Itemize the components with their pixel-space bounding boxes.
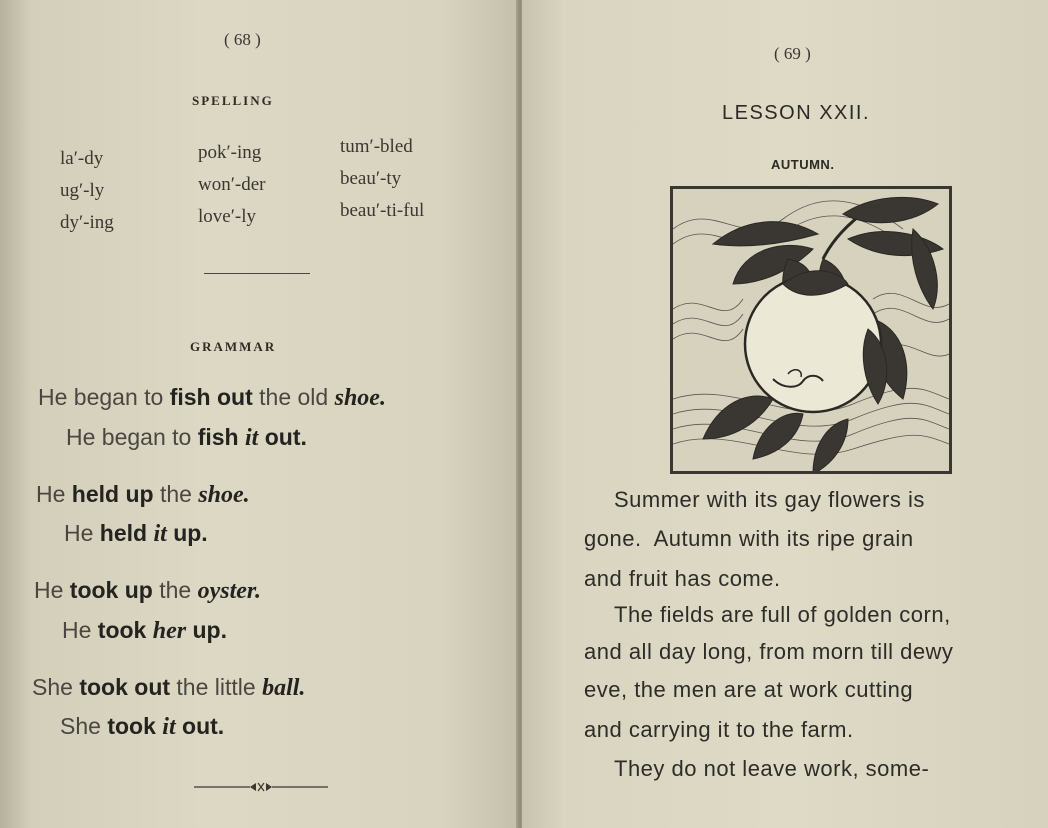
body-text-line: and fruit has come. [584,566,781,591]
grammar-verb: took [97,617,147,643]
grammar-heading: GRAMMAR [190,339,277,354]
grammar-verb: out. [258,424,307,450]
grammar-text: He began to [66,424,198,450]
grammar-verb: fish [197,424,239,450]
spelling-word: won′-der [198,174,266,195]
left-page [0,0,520,828]
section-divider [204,273,310,274]
apple-branch-illustration [670,186,952,474]
grammar-text: He began to [38,384,170,410]
grammar-line [64,520,208,548]
grammar-line [66,424,307,452]
grammar-text: He [64,520,100,546]
grammar-verb: up. [166,520,208,546]
body-text-line: and all day long, from morn till dewy [584,639,954,664]
spelling-heading: SPELLING [192,93,274,108]
grammar-text: the [152,577,198,603]
grammar-line [34,577,261,605]
grammar-line [62,617,227,645]
grammar-text: He [34,577,70,603]
grammar-text: He [36,481,72,507]
grammar-object: ball. [262,675,306,701]
spelling-word: dy′-ing [60,212,114,233]
body-text-line: Summer with its gay flowers is [614,487,925,512]
grammar-verb: took [107,713,156,739]
lesson-subtitle: AUTUMN. [771,157,835,172]
right-page [522,0,1048,828]
page-number: ( 68 ) [224,30,261,49]
spelling-word: tum′-bled [340,136,413,157]
spelling-word: la′-dy [60,148,104,169]
grammar-verb: took up [69,577,153,603]
grammar-text: She [60,713,108,739]
grammar-verb: took out [79,674,171,700]
grammar-verb: up. [186,617,227,643]
grammar-pronoun: it [162,714,176,740]
body-text-line: The fields are full of golden corn, [614,602,951,627]
grammar-text: the little [170,674,263,700]
ornament-rule-icon [192,780,330,794]
lesson-title: LESSON XXII. [722,102,871,124]
grammar-verb: out. [175,713,225,739]
body-text-line: They do not leave work, some- [614,756,930,781]
body-text-line: gone. Autumn with its ripe grain [584,526,914,551]
grammar-verb: held [99,520,148,546]
grammar-object: shoe. [198,482,250,508]
grammar-text: the [153,481,199,507]
page-number: ( 69 ) [774,44,811,63]
spelling-word: love′-ly [198,206,256,227]
grammar-text: He [62,617,98,643]
grammar-verb: fish out [169,384,253,410]
spelling-word: beau′-ti-ful [340,200,425,221]
body-text-line: and carrying it to the farm. [584,717,854,742]
grammar-pronoun: it [153,521,167,547]
grammar-text: the old [252,384,335,410]
spelling-word: beau′-ty [340,168,402,189]
body-text-line: eve, the men are at work cutting [584,677,914,702]
spelling-word: pok′-ing [198,142,262,163]
grammar-line [36,481,250,509]
grammar-line [60,713,224,741]
grammar-line [32,674,305,702]
grammar-object: shoe. [334,385,386,411]
grammar-text: She [32,674,80,700]
grammar-pronoun: it [245,425,259,451]
apple-branch-icon [673,189,949,471]
spelling-word: ug′-ly [60,180,105,201]
grammar-verb: held up [71,481,154,507]
grammar-pronoun: her [152,618,187,644]
grammar-object: oyster. [197,578,261,604]
grammar-line [38,384,386,412]
